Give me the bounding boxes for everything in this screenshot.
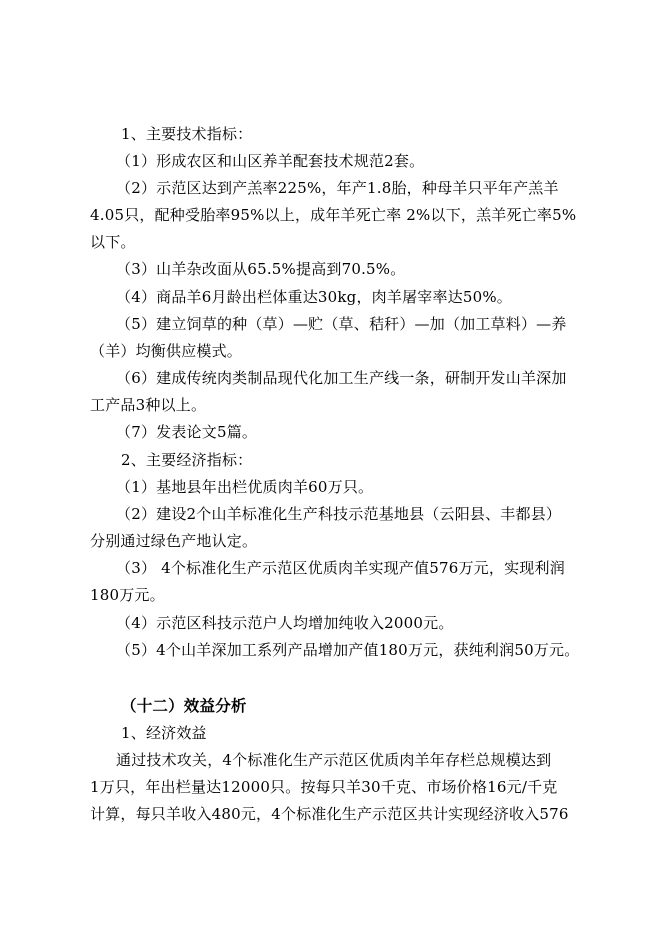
text-line: 180万元。 [90, 586, 165, 604]
text-line: （1）基地县年出栏优质肉羊60万只。 [116, 478, 374, 496]
text-line: 分别通过绿色产地认定。 [90, 532, 258, 550]
text-line: （3） 4个标准化生产示范区优质肉羊实现产值576万元，实现利润 [116, 559, 565, 577]
text-line: （5）建立饲草的种（草）—贮（草、秸秆）—加（加工草料）—养 [116, 315, 567, 333]
text-line: （羊）均衡供应模式。 [90, 342, 243, 360]
text-line: 1万只，年出栏量达12000只。按每只羊30千克、市场价格16元/千克 [90, 778, 558, 796]
text-line: （4）示范区科技示范户人均增加纯收入2000元。 [116, 614, 454, 632]
text-line: （3）山羊杂改面从65.5%提高到70.5%。 [116, 260, 406, 278]
text-line: （7）发表论文5篇。 [116, 423, 258, 441]
text-line: （5）4个山羊深加工系列产品增加产值180万元，获纯利润50万元。 [116, 641, 580, 659]
text-line: 以下。 [90, 233, 136, 251]
text-line: （2）建设2个山羊标准化生产科技示范基地县（云阳县、丰都县） [116, 505, 562, 523]
text-line: 2、主要经济指标： [121, 451, 253, 469]
text-line: （4）商品羊6月龄出栏体重达30kg，肉羊屠宰率达50%。 [116, 288, 513, 306]
text-line: （2）示范区达到产羔率225%，年产1.8胎，种母羊只平年产羔羊 [116, 179, 559, 197]
text-line: 1、主要技术指标： [121, 125, 253, 143]
text-line: 4.05只，配种受胎率95%以上，成年羊死亡率 2%以下，羔羊死亡率5% [90, 206, 577, 224]
text-line: 工产品3种以上。 [90, 396, 207, 414]
text-line: 通过技术攻关，4个标准化生产示范区优质肉羊年存栏总规模达到 [116, 751, 552, 769]
text-line: 计算，每只羊收入480元，4个标准化生产示范区共计实现经济收入576 [90, 805, 569, 823]
section-heading: （十二）效益分析 [121, 696, 247, 715]
text-line: （1）形成农区和山区养羊配套技术规范2套。 [116, 152, 425, 170]
text-line: 1、经济效益 [121, 724, 207, 742]
text-line: （6）建成传统肉类制品现代化加工生产线一条，研制开发山羊深加 [116, 369, 567, 387]
